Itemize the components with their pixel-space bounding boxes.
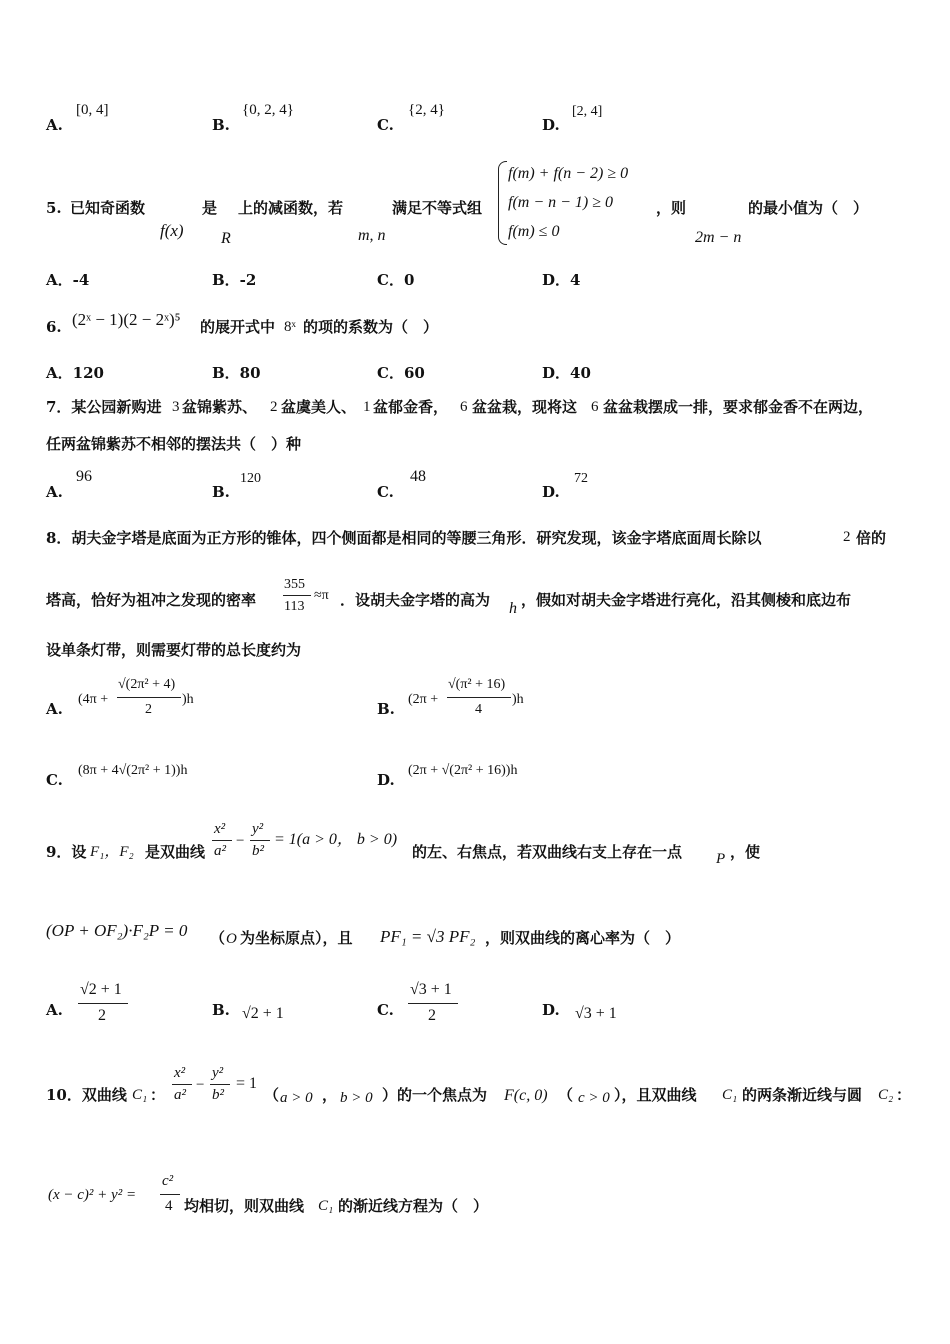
q6-text-2: 的项的系数为（ ） [303, 318, 439, 336]
q9-text-2: 的左、右焦点，若双曲线右支上存在一点 [412, 843, 683, 861]
q6-number: 6. [46, 318, 62, 336]
q5-system-line-1: f(m) + f(n − 2) ≥ 0 [508, 165, 629, 182]
q6-text-1: 的展开式中 [200, 318, 276, 336]
q8-line-1: 8．胡夫金字塔是底面为正方形的锥体，四个侧面都是相同的等腰三角形．研究发现，该金字塔底面周长除以 [46, 529, 762, 547]
q9-option-d-expr: √3 + 1 [575, 1005, 617, 1022]
q9-option-a-den: 2 [98, 1007, 106, 1024]
q5-R: R [221, 230, 231, 247]
q8-option-a-num: √(2π² + 4) [118, 677, 176, 692]
q8-fraction-bar [283, 595, 311, 596]
q5-mn: m, n [358, 227, 386, 244]
q9-eq: = 1(a > 0， b > 0) [274, 831, 398, 848]
q9-option-d-label: D. [542, 1001, 560, 1019]
q4-option-a-label: A. [46, 116, 63, 134]
q9-number: 9．设 [46, 843, 87, 861]
q10-colon: ： [150, 1086, 166, 1104]
q5-system-brace [498, 161, 507, 245]
q7-num-3: 3 [172, 399, 180, 415]
q10-circle-cnum: c² [162, 1173, 174, 1189]
q8-option-b-label: B. [377, 700, 395, 718]
q9-point-P: P [716, 851, 726, 867]
q7-option-c-val: 48 [410, 468, 426, 485]
q8-option-b-pre: (2π + [408, 692, 439, 707]
q5-option-a: A．-4 [46, 271, 90, 289]
q9-option-a-num: √2 + 1 [80, 981, 122, 998]
q8-option-b-den: 4 [475, 702, 482, 717]
q7-option-b-val: 120 [240, 471, 261, 486]
q10-text-8: 的渐近线方程为（ ） [338, 1197, 489, 1215]
q4-option-a-expr: [0, 4] [76, 102, 109, 118]
q9-option-c-num: √3 + 1 [410, 981, 452, 998]
q10-focus-F: F(c, 0) [504, 1087, 548, 1104]
q10-text-4: ），且双曲线 [614, 1086, 697, 1104]
q6-option-a: A．120 [46, 364, 104, 382]
q4-option-b-label: B. [212, 116, 230, 134]
q10-text-6: ： [896, 1086, 912, 1104]
q7-line-1-f: 盆盆栽摆成一排，要求郁金香不在两边， [603, 398, 874, 416]
q6-expr: (2ˣ − 1)(2 − 2ˣ)⁵ [72, 310, 181, 329]
q5-text-4: 满足不等式组 [392, 199, 483, 217]
q9-foci: F₁，F₂ [90, 844, 134, 860]
q10-hx-num: x² [174, 1065, 186, 1081]
q8-option-b-fraction-bar [447, 697, 511, 698]
q4-option-c-label: C. [377, 116, 394, 134]
q5-fx: f(x) [160, 221, 184, 240]
q9-vector-eq: (OP + OF₂)·F₂P = 0 [46, 921, 188, 940]
q9-minus: − [236, 833, 245, 849]
q8-fraction-denominator: 113 [284, 599, 305, 614]
q10-hy-num: y² [212, 1065, 224, 1081]
q5-option-b: B．-2 [212, 271, 257, 289]
q7-line-2: 任两盆锦紫苏不相邻的摆法共（ ）种 [46, 435, 302, 453]
q9-text-6: ，则双曲线的离心率为（ ） [485, 929, 681, 947]
q8-option-d-expr: (2π + √(2π² + 16))h [408, 763, 518, 778]
q5-system-line-3: f(m) ≤ 0 [508, 223, 560, 240]
q9-hy-den: b² [252, 843, 264, 859]
q8-option-d-label: D. [377, 771, 395, 789]
q10-text-5: 的两条渐近线与圆 [742, 1086, 863, 1104]
q5-expr: 2m − n [695, 229, 742, 246]
q5-option-c: C．0 [377, 271, 415, 289]
q7-option-c-label: C. [377, 483, 394, 501]
q9-option-a-fraction-bar [78, 1003, 128, 1004]
q8-fraction-numerator: 355 [284, 577, 305, 592]
q9-option-b-expr: √2 + 1 [242, 1005, 284, 1022]
q8-height-h: h [509, 600, 517, 617]
q8-option-a-den: 2 [145, 702, 152, 717]
q10-hx-den: a² [174, 1087, 186, 1103]
q5-text-5: ，则 [656, 199, 687, 217]
q10-C2: C₂ [878, 1087, 894, 1103]
q7-num-6b: 6 [591, 399, 599, 415]
q7-option-a-label: A. [46, 483, 63, 501]
q10-circle-fraction-bar [160, 1194, 180, 1195]
q9-hx-num: x² [214, 821, 226, 837]
q9-text-4: （ [210, 929, 226, 947]
q5-text-2: 是 [202, 199, 218, 217]
q7-line-1-a: 7．某公园新购进 [46, 398, 162, 416]
q9-hy-fraction-bar [250, 840, 270, 841]
q8-two: 2 [843, 529, 851, 545]
q10-number: 10．双曲线 [46, 1086, 127, 1104]
q9-hy-num: y² [252, 821, 264, 837]
q10-C1-b: C₁ [722, 1087, 738, 1103]
q9-pf-relation: PF₁ = √3 PF₂ [380, 927, 476, 946]
q7-num-6a: 6 [460, 399, 468, 415]
q5-text-1: 已知奇函数 [70, 199, 146, 217]
q10-C1-c: C₁ [318, 1198, 334, 1214]
q9-hx-den: a² [214, 843, 226, 859]
q10-eq: = 1 [236, 1075, 258, 1092]
q9-option-c-den: 2 [428, 1007, 436, 1024]
q8-option-a-pre: (4π + [78, 692, 109, 707]
q10-circle-cden: 4 [165, 1198, 173, 1214]
q10-b-pos: b > 0 [340, 1090, 373, 1106]
q9-option-c-label: C. [377, 1001, 394, 1019]
q8-option-a-post: )h [182, 692, 194, 707]
q6-option-b: B．80 [212, 364, 261, 382]
q10-hy-den: b² [212, 1087, 224, 1103]
q7-num-1: 1 [363, 399, 371, 415]
q7-option-b-label: B. [212, 483, 230, 501]
q7-line-1-c: 盆虞美人、 [281, 398, 357, 416]
q10-text-2: ）的一个焦点为 [382, 1086, 488, 1104]
q8-line-3: 设单条灯带，则需要灯带的总长度约为 [46, 641, 302, 659]
q8-approx-pi: ≈π [314, 588, 329, 603]
q10-text-3: （ [558, 1086, 574, 1104]
q8-line-1-b: 倍的 [856, 529, 887, 547]
q6-eight-x: 8ˣ [284, 319, 296, 335]
q10-text-7: 均相切，则双曲线 [184, 1197, 305, 1215]
q4-option-c-expr: {2, 4} [408, 102, 445, 118]
q9-origin-O: O [226, 931, 237, 947]
q8-line-2-c: ，假如对胡夫金字塔进行亮化，沿其侧棱和底边布 [521, 591, 852, 609]
q4-option-d-expr: [2, 4] [572, 104, 603, 119]
q10-c-pos: c > 0 [578, 1090, 610, 1106]
q10-minus: − [196, 1077, 205, 1093]
q10-a-pos: a > 0 [280, 1090, 313, 1106]
q9-option-c-fraction-bar [408, 1003, 458, 1004]
q7-line-1-d: 盆郁金香， [373, 398, 449, 416]
q10-hy-fraction-bar [210, 1084, 230, 1085]
q10-hx-fraction-bar [172, 1084, 192, 1085]
q7-option-d-label: D. [542, 483, 560, 501]
q8-option-c-label: C. [46, 771, 63, 789]
q4-option-b-expr: {0, 2, 4} [242, 102, 294, 118]
q8-line-2-a: 塔高，恰好为祖冲之发现的密率 [46, 591, 257, 609]
q6-option-d: D．40 [542, 364, 591, 382]
q9-option-a-label: A. [46, 1001, 63, 1019]
q7-option-d-val: 72 [574, 471, 588, 486]
q10-circle-left: (x − c)² + y² = [48, 1187, 137, 1203]
q8-option-b-post: )h [512, 692, 524, 707]
q4-option-d-label: D. [542, 116, 560, 134]
q9-hx-fraction-bar [212, 840, 232, 841]
q10-text-1: （ [264, 1086, 280, 1104]
q5-option-d: D．4 [542, 271, 581, 289]
q7-option-a-val: 96 [76, 468, 92, 485]
q8-option-a-label: A. [46, 700, 63, 718]
q7-num-2: 2 [270, 399, 278, 415]
q7-line-1-b: 盆锦紫苏、 [182, 398, 258, 416]
q8-option-c-expr: (8π + 4√(2π² + 1))h [78, 763, 188, 778]
q8-line-2-b: ．设胡夫金字塔的高为 [340, 591, 491, 609]
q9-text-5: 为坐标原点），且 [240, 929, 353, 947]
q9-option-b-label: B. [212, 1001, 230, 1019]
q6-option-c: C．60 [377, 364, 425, 382]
q10-C1: C₁ [132, 1087, 148, 1103]
q7-line-1-e: 盆盆栽，现将这 [472, 398, 578, 416]
q5-text-3: 上的减函数，若 [238, 199, 344, 217]
q10-comma: ， [322, 1086, 338, 1104]
q5-system-line-2: f(m − n − 1) ≥ 0 [508, 194, 614, 211]
q5-text-6: 的最小值为（ ） [748, 199, 869, 217]
q8-option-a-fraction-bar [117, 697, 181, 698]
q8-option-b-num: √(π² + 16) [448, 677, 506, 692]
q5-number: 5. [46, 199, 62, 217]
q9-text-3: ，使 [730, 843, 761, 861]
q9-text-1: 是双曲线 [145, 843, 206, 861]
